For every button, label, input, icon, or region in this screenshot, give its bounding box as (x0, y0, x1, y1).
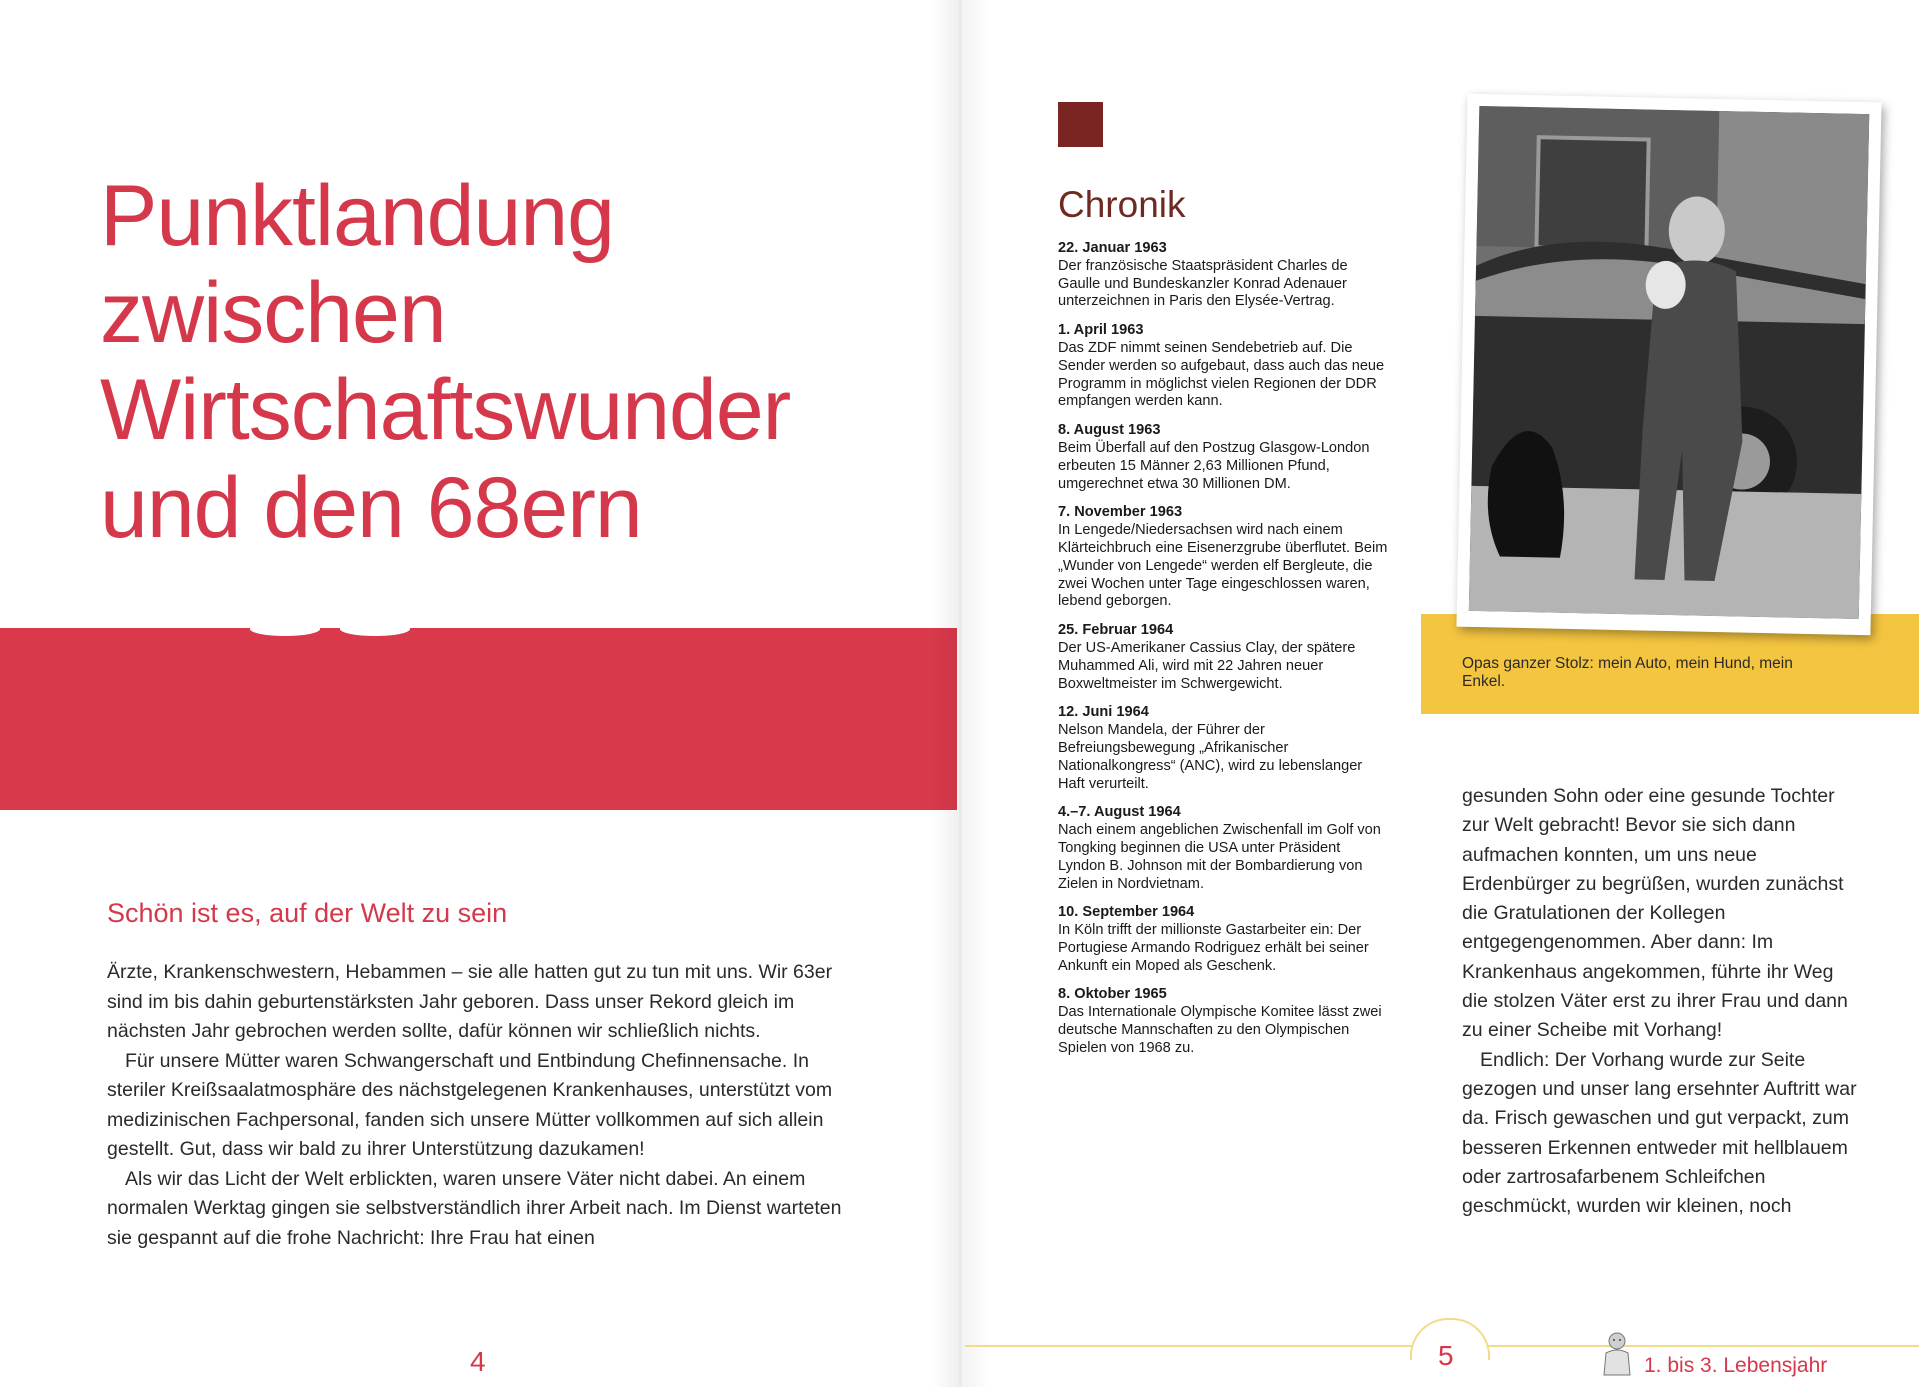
right-body-text (1462, 782, 1862, 1221)
chronik-entry (1058, 904, 1388, 975)
entry-date: 1. April 1963 (1058, 322, 1144, 339)
chronik-heading: Chronik (1058, 184, 1186, 225)
chronik-entry (1058, 704, 1388, 793)
entry-date: 8. Oktober 1965 (1058, 986, 1167, 1003)
entry-text: Nelson Mandela, der Führer der Befreiungsbewegung „Afrikanischer Nationalkongress“ (ANC), wird zu lebenslanger Haft verurteilt. (1058, 722, 1363, 792)
paragraph: Als wir das Licht der Welt erblickten, waren unsere Väter nicht dabei. An einem normalen Werktag gingen sie selbstverständlich ihrer Arbeit nach. Im Dienst warteten sie gespannt auf die frohe Nachricht: Ihre Frau hat einen (107, 1167, 842, 1249)
entry-text: Beim Überfall auf den Postzug Glasgow-London erbeuten 15 Männer 2,63 Millionen Pfund, umgerechnet etwa 30 Millionen DM. (1058, 439, 1370, 492)
chronik-entry (1058, 422, 1388, 493)
headline-line: Punktlandung (100, 168, 614, 264)
headline-line: und den 68ern (100, 459, 642, 556)
entry-date: 12. Juni 1964 (1058, 704, 1149, 721)
chronik-entry (1058, 986, 1388, 1057)
entry-date: 22. Januar 1963 (1058, 240, 1167, 256)
headline-line: zwischen (100, 265, 446, 362)
photo-caption: Opas ganzer Stolz: mein Auto, mein Hund, mein Enkel. (1462, 655, 1793, 690)
paragraph: Endlich: Der Vorhang wurde zur Seite gezogen und unser lang ersehnter Auftritt war da. Frisch gewaschen und gut verpackt, zum besseren Erkennen entweder mit hellblauem oder zartrosafarbenem Schleifchen geschmückt, wurden wir kleinen, noch (1462, 1048, 1857, 1218)
entry-date: 4.–7. August 1964 (1058, 804, 1181, 821)
entry-text: Das ZDF nimmt seinen Sendebetrieb auf. Die Sender werden so aufgebaut, dass auch das neue Programm in möglichst vielen Regionen der DDR empfangen werden kann. (1058, 339, 1385, 410)
entry-date: 10. September 1964 (1058, 904, 1195, 921)
paragraph: Ärzte, Krankenschwestern, Hebammen – sie alle hatten gut zu tun mit uns. Wir 63er sind im bis dahin geburtenstärksten Jahr geboren. Dass unser Rekord gleich im nächsten Jahr gebrochen werden sollte, dafür können wir schließlich nichts. (107, 961, 833, 1042)
decorative-red-band (0, 628, 957, 810)
chronik-entry (1058, 804, 1388, 893)
chronik-entry (1058, 504, 1388, 611)
page-number-left: 4 (470, 1346, 486, 1377)
section-marker-square (1058, 102, 1103, 147)
entry-date: 8. August 1963 (1058, 422, 1161, 439)
photo-illustration (1469, 106, 1869, 619)
entry-text: In Köln trifft der millionste Gastarbeiter ein: Der Portugiese Armando Rodriguez erhält bei seiner Ankunft ein Moped als Geschenk. (1058, 922, 1369, 974)
entry-text: Das Internationale Olympische Komitee lässt zwei deutsche Mannschaften zu den Olympischen Spielen von 1968 zu. (1058, 1004, 1382, 1056)
page-title (100, 168, 790, 557)
entry-date: 7. November 1963 (1058, 504, 1183, 521)
grandfather-photo (1469, 106, 1869, 619)
photo-frame (1456, 94, 1881, 636)
entry-text: Der US-Amerikaner Cassius Clay, der spätere Muhammed Ali, wird mit 22 Jahren neuer Boxweltmeister im Schwergewicht. (1058, 639, 1356, 692)
page-number-right: 5 (1438, 1340, 1454, 1371)
entry-date: 25. Februar 1964 (1058, 622, 1174, 639)
entry-text: Nach einem angeblichen Zwischenfall im Golf von Tongking beginnen die USA unter Präsident Lyndon B. Johnson mit der Bombardierung von Zielen in Nordvietnam. (1058, 822, 1381, 892)
chronik-entry (1058, 240, 1388, 311)
chronik-entry (1058, 322, 1388, 411)
left-body-text (107, 958, 847, 1253)
section-subheading: Schön ist es, auf der Welt zu sein (107, 898, 508, 928)
headline-line: Wirtschaftswunder (100, 362, 791, 459)
paragraph: gesunden Sohn oder eine gesunde Tochter zur Welt gebracht! Bevor sie sich dann aufmachen konnten, um uns neue Erdenbürger zu begrüßen, wurden zunächst die Gratulationen der Kollegen entgegengenommen. Aber dann: Im Krankenhaus angekommen, führte ihr Weg die stolzen Väter erst zu ihrer Frau und dann zu einer Scheibe mit Vorhang! (1462, 785, 1848, 1042)
entry-text: In Lengede/Niedersachsen wird nach einem Klärteichbruch eine Eisenerzgrube überflutet. Beim „Wunder von Lengede“ werden elf Bergleute, die zwei Wochen unter Tage eingeschlossen waren, lebend geborgen. (1058, 522, 1388, 610)
chapter-label: 1. bis 3. Lebensjahr (1644, 1354, 1828, 1377)
chronik-entry (1058, 622, 1388, 693)
left-page (0, 0, 957, 1387)
chronik-list (1058, 240, 1388, 1069)
entry-text: Der französische Staatspräsident Charles de Gaulle und Bundeskanzler Konrad Adenauer unterzeichnen in Paris den Elysée-Vertrag. (1058, 257, 1348, 310)
paragraph: Für unsere Mütter waren Schwangerschaft und Entbindung Chefinnensache. In steriler Kreißsaalatmosphäre des nächstgelegenen Krankenhauses, unterstützt vom medizinischen Fachpersonal, fanden sich unsere Mütter vollkommen auf sich allein gestellt. Gut, dass wir bald zu ihrer Unterstützung dazukamen! (107, 1049, 833, 1160)
baby-icon (1600, 1331, 1634, 1381)
